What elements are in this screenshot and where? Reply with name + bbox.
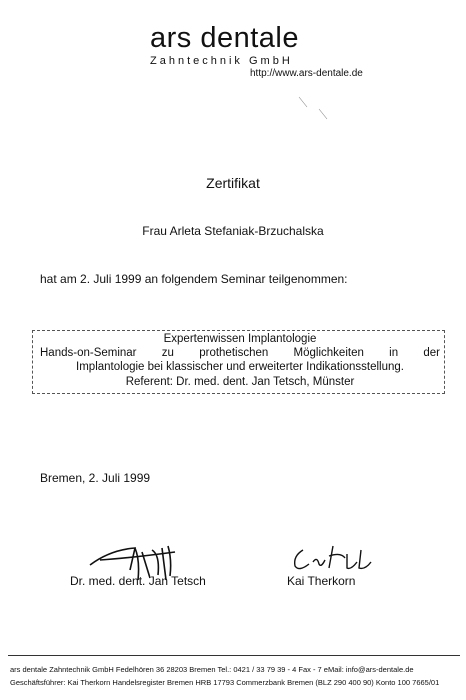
seminar-description-line1: Hands-on-Seminar zu prothetischen Möglichkeiten in der [40, 347, 440, 359]
footer-divider [8, 655, 460, 656]
seminar-title: Expertenwissen Implantologie [163, 333, 317, 345]
company-logo-subtitle: Zahntechnik GmbH [150, 55, 293, 67]
place-and-date: Bremen, 2. Juli 1999 [40, 471, 151, 485]
attendance-statement: hat am 2. Juli 1999 an folgendem Seminar teilgenommen: [40, 272, 348, 286]
seminar-speaker: Referent: Dr. med. dent. Jan Tetsch, Münster [125, 376, 355, 388]
company-logo-name: ars dentale [150, 22, 299, 54]
company-url: http://www.ars-dentale.de [250, 68, 363, 79]
recipient-name: Frau Arleta Stefaniak-Brzuchalska [142, 224, 324, 238]
scan-artifact-marks [297, 95, 337, 135]
footer-registry-line: Geschäftsführer: Kai Therkorn Handelsregister Bremen HRB 17793 Commerzbank Bremen (BLZ 290 400 90) Konto 100 7665/01 [10, 678, 440, 687]
certificate-title: Zertifikat [206, 175, 260, 191]
footer-address-line: ars dentale Zahntechnik GmbH Fedelhören 36 28203 Bremen Tel.: 0421 / 33 79 39 - 4 Fax - 7 eMail: info@ars-dentale.de [10, 665, 414, 674]
signatory-right-name: Kai Therkorn [287, 574, 356, 588]
signatory-left-name: Dr. med. dent. Jan Tetsch [70, 574, 206, 588]
seminar-description-line2: Implantologie bei klassischer und erweiterter Indikationsstellung. [76, 361, 404, 373]
